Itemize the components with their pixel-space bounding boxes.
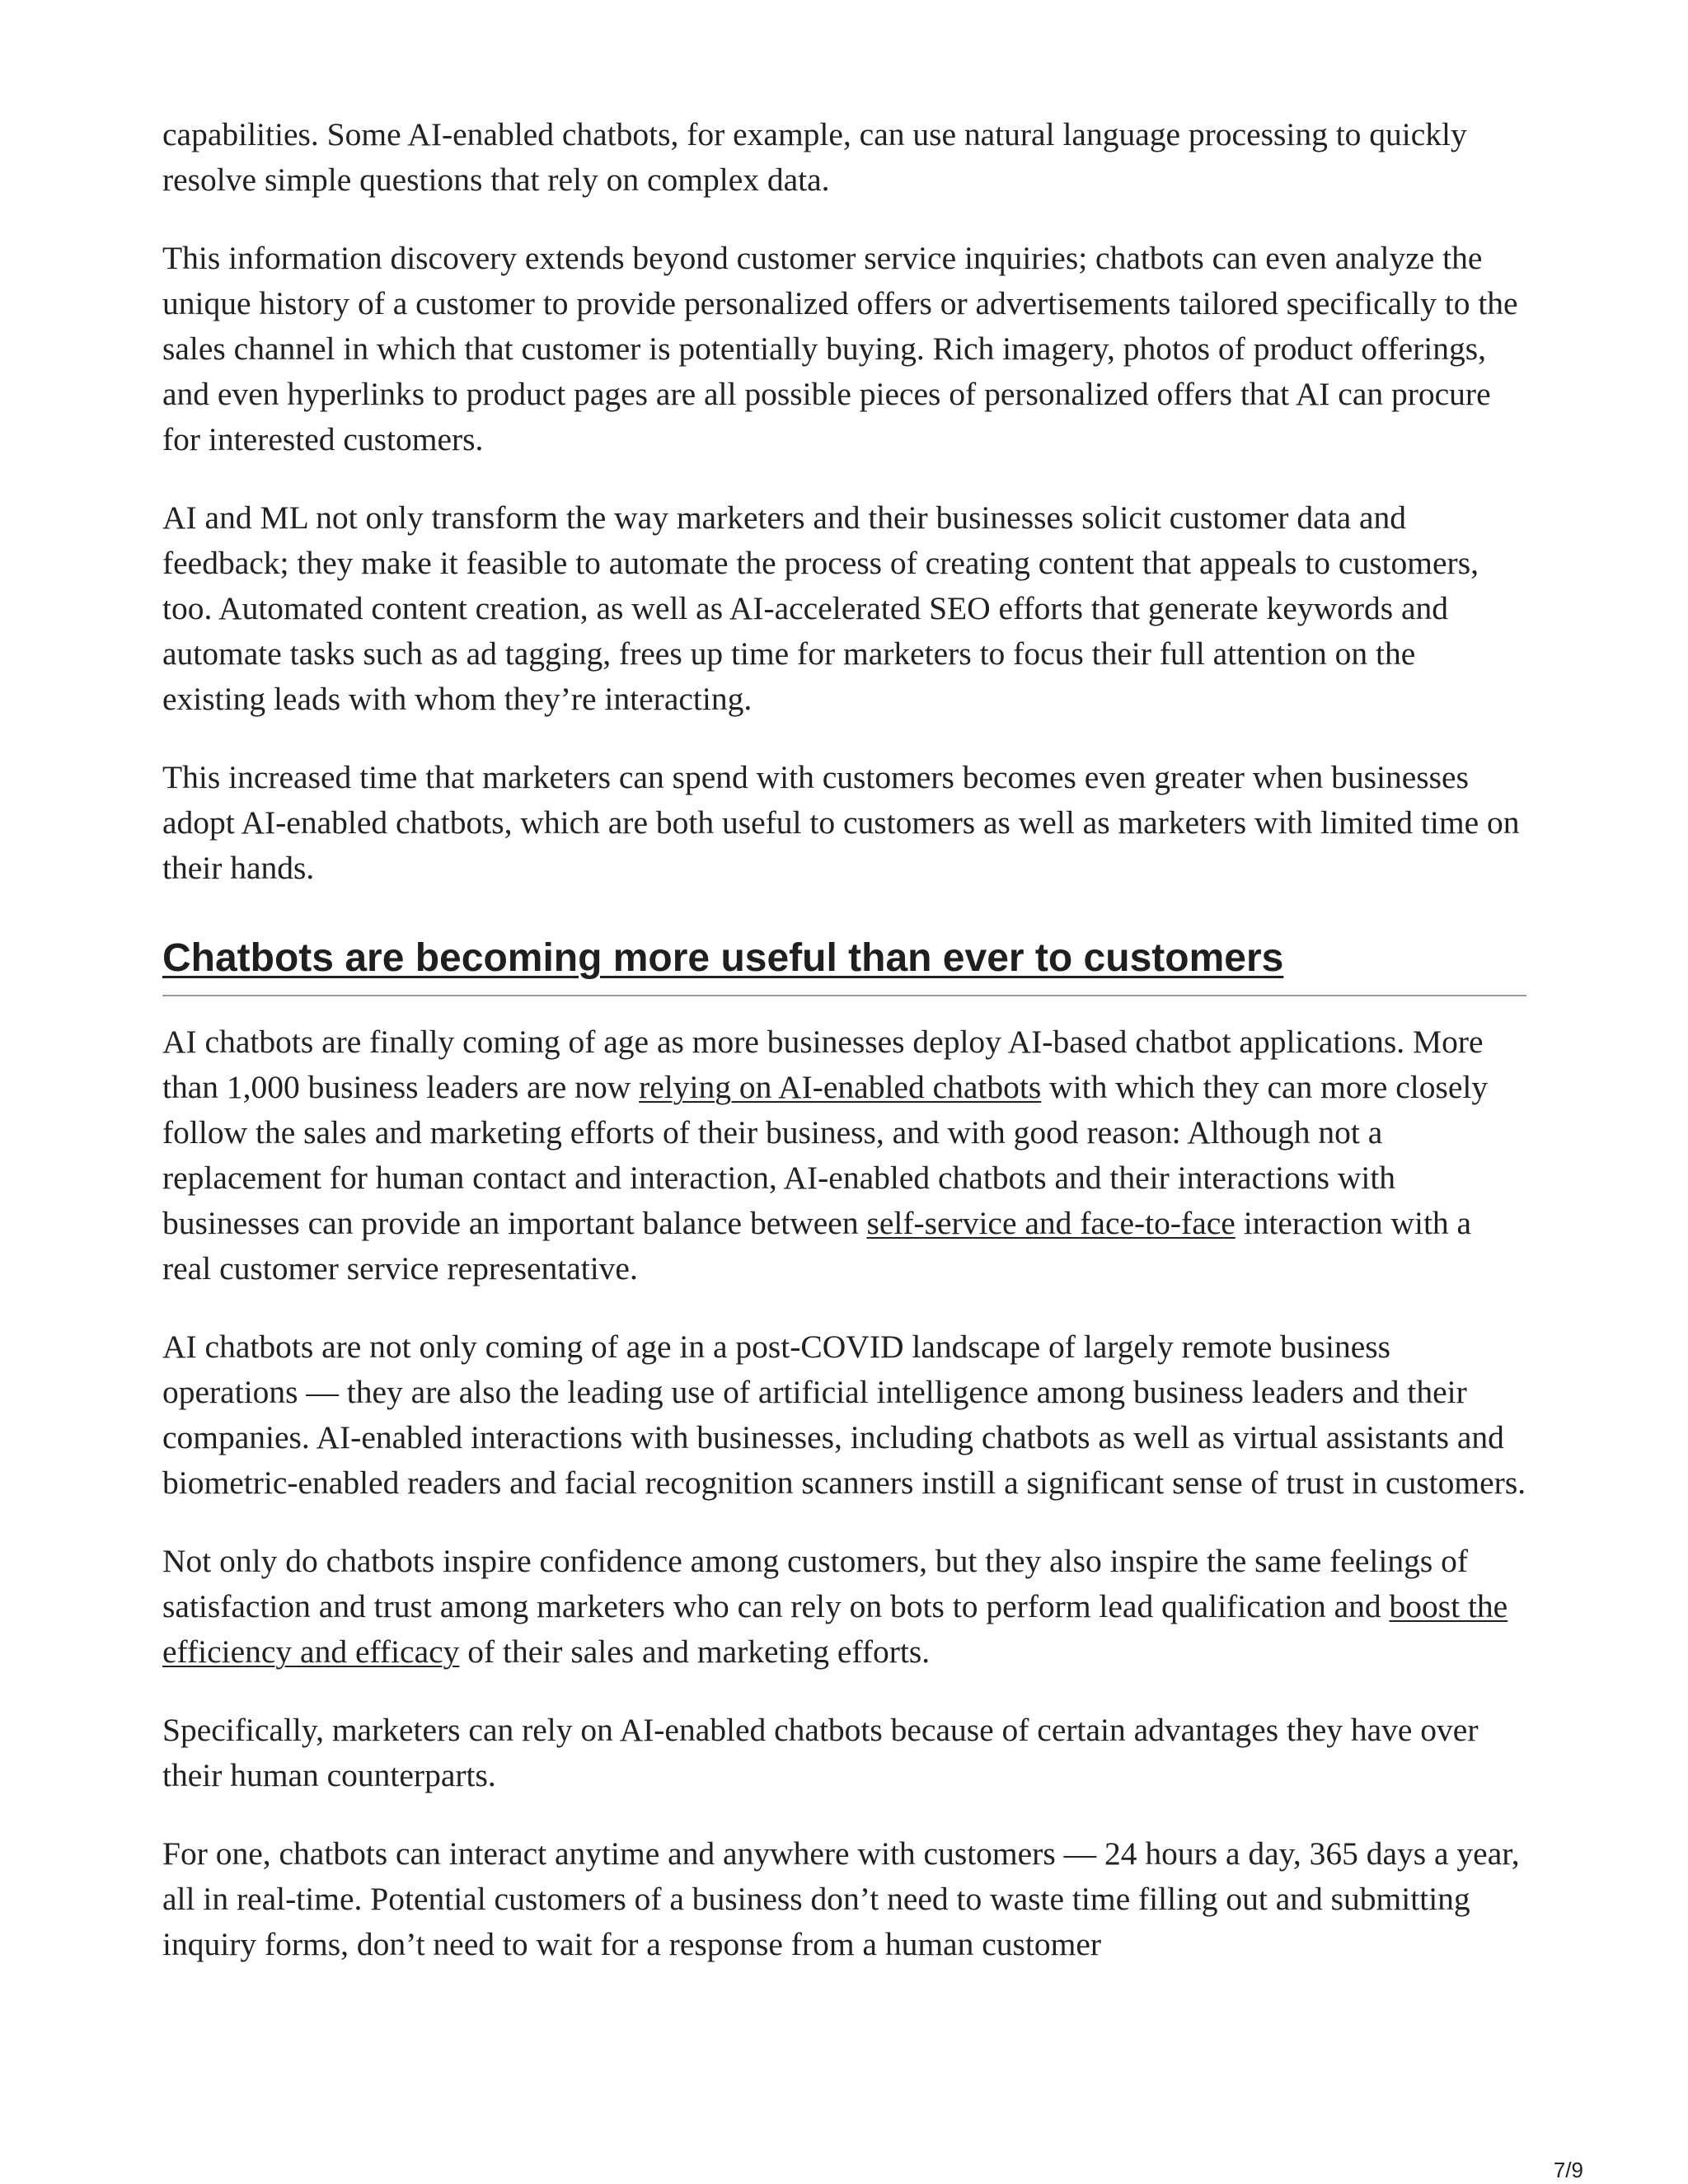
article-body: [162, 112, 1526, 2000]
paragraph-specifically: Specifically, marketers can rely on AI-enabled chatbots because of certain advantages they have over their human counterparts.: [162, 1712, 1479, 1793]
section-heading[interactable]: Chatbots are becoming more useful than ever to customers: [162, 936, 1284, 980]
paragraph-for-one: For one, chatbots can interact anytime and anywhere with customers — 24 hours a day, 365 days a year, all in real-time. Potential customers of a business don’t need to waste time filling out and submitting inquiry forms, don’t need to wait for a response from a human customer: [162, 1835, 1520, 1962]
paragraph-coming-of-age: [162, 1019, 1526, 1291]
paragraph-increased-time: This increased time that marketers can spend with customers becomes even greater when businesses adopt AI-enabled chatbots, which are both useful to customers as well as marketers with limited time on their hands.: [162, 759, 1520, 886]
paragraph-capabilities: capabilities. Some AI-enabled chatbots, for example, can use natural language processing to quickly resolve simple questions that rely on complex data.: [162, 116, 1467, 198]
boost-efficiency-link[interactable]: boost the efficiency and efficacy: [162, 1588, 1508, 1670]
relying-on-chatbots-link[interactable]: relying on AI-enabled chatbots: [639, 1069, 1042, 1105]
self-service-link[interactable]: self-service and face-to-face: [866, 1205, 1236, 1241]
paragraph-post-covid: AI chatbots are not only coming of age in a post-COVID landscape of largely remote business operations — they are also the leading use of artificial intelligence among business leaders and their companies. AI-enabled interactions with businesses, including chatbots as well as virtual assistants and biometric-enabled readers and facial recognition scanners instill a significant sense of trust in customers.: [162, 1329, 1526, 1501]
paragraph-inspire-confidence: [162, 1539, 1526, 1675]
text-segment: interaction with a real customer service representative.: [162, 1205, 1472, 1286]
page-number: 7/9: [1553, 2158, 1583, 2182]
text-segment: Not only do chatbots inspire confidence among customers, but they also inspire the same feelings of satisfaction and trust among marketers who can rely on bots to perform lead qualification and: [162, 1543, 1469, 1624]
text-segment: with which they can more closely follow the sales and marketing efforts of their business, and with good reason: Although not a replacement for human contact and interaction, AI-enabled chatbots and their interactions with businesses can provide an important balance between: [162, 1069, 1489, 1241]
text-segment: of their sales and marketing efforts.: [459, 1633, 931, 1670]
section-heading-container: [162, 934, 1526, 996]
text-segment: AI chatbots are finally coming of age as more businesses deploy AI-based chatbot applications. More than 1,000 business leaders are now: [162, 1024, 1484, 1105]
paragraph-ai-and-ml: AI and ML not only transform the way marketers and their businesses solicit customer data and feedback; they make it feasible to automate the process of creating content that appeals to customers, too. Automated content creation, as well as AI-accelerated SEO efforts that generate keywords and automate tasks such as ad tagging, frees up time for marketers to focus their full attention on the existing leads with whom they’re interacting.: [162, 499, 1479, 717]
paragraph-information-discovery: This information discovery extends beyond customer service inquiries; chatbots can even analyze the unique history of a customer to provide personalized offers or advertisements tailored specifically to the sales channel in which that customer is potentially buying. Rich imagery, photos of product offerings, and even hyperlinks to product pages are all possible pieces of personalized offers that AI can procure for interested customers.: [162, 240, 1518, 457]
